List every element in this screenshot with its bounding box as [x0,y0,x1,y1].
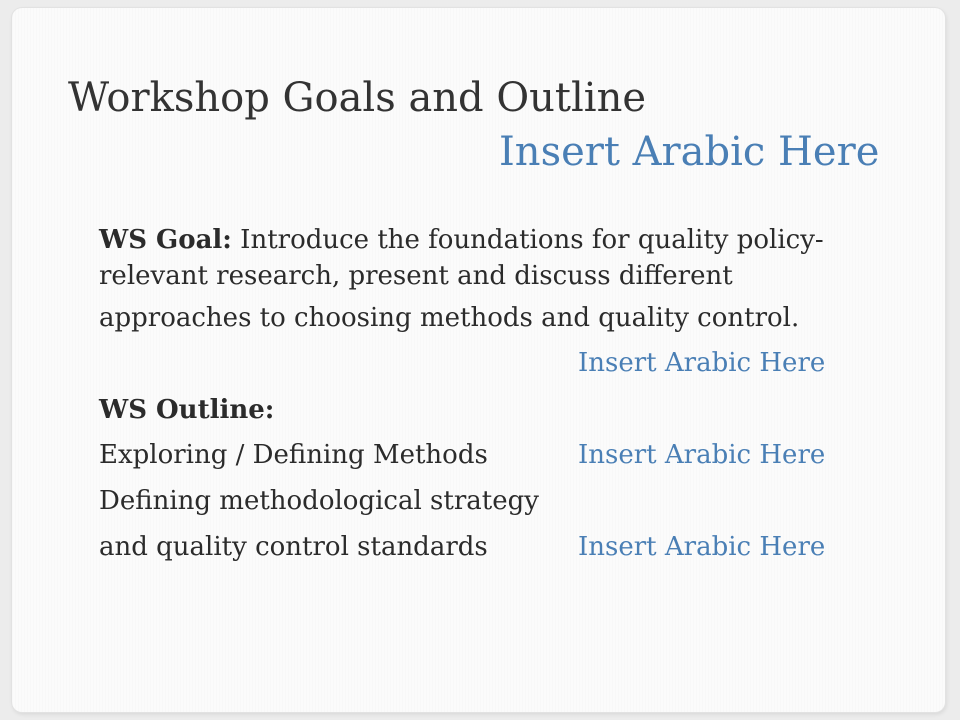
goal-text-line-3: approaches to choosing methods and quality control. [99,303,800,333]
slide-title: Workshop Goals and Outline [68,75,647,121]
slide-title-arabic-placeholder: Insert Arabic Here [499,129,880,175]
outline-item-3: and quality control standards [99,532,488,562]
outline-item-1-arabic-placeholder: Insert Arabic Here [578,440,826,470]
goal-arabic-placeholder: Insert Arabic Here [578,348,826,378]
goal-text-line-1: Introduce the foundations for quality policy- [240,225,824,255]
goal-line-1 [99,222,824,258]
goal-text-line-2: relevant research, present and discuss different [99,261,733,291]
goal-label: WS Goal: [99,225,232,255]
outline-item-2: Defining methodological strategy [99,486,539,516]
outline-item-3-arabic-placeholder: Insert Arabic Here [578,532,826,562]
outline-label: WS Outline: [99,395,275,425]
outline-item-1: Exploring / Defining Methods [99,440,488,470]
